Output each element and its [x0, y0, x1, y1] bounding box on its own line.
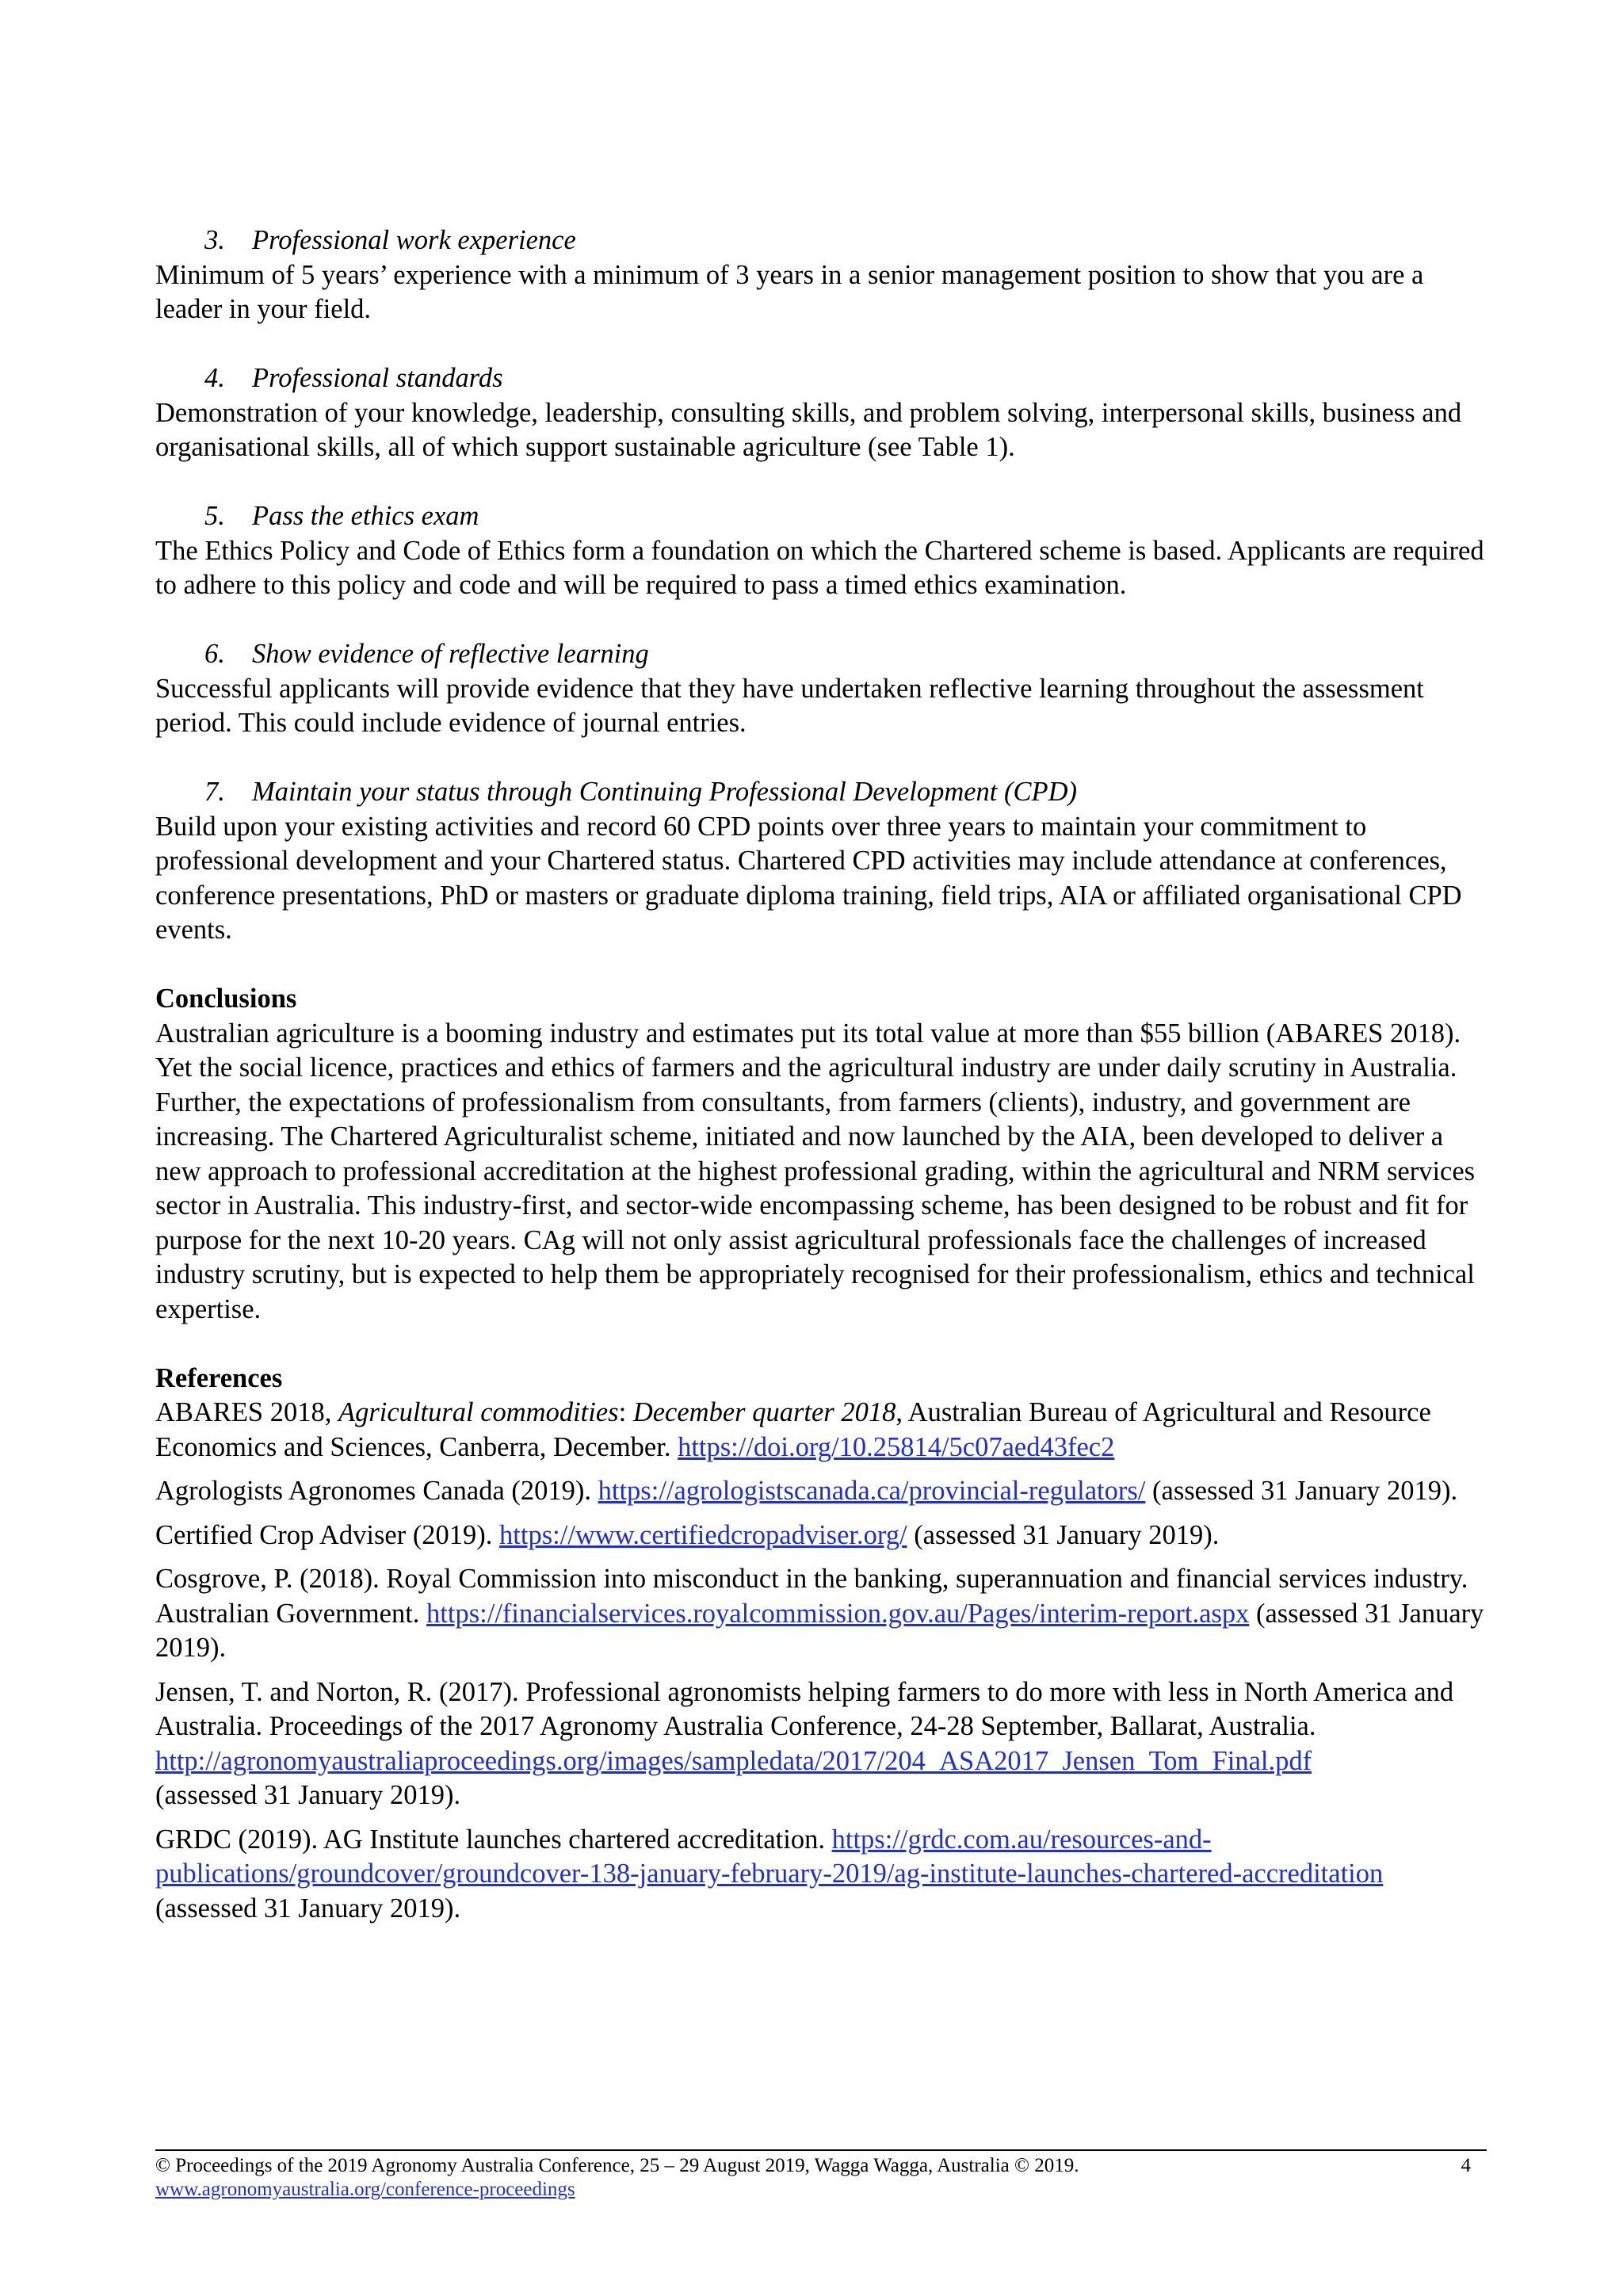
section-text: Build upon your existing activities and record 60 CPD points over three years to maintain your commitment to professional development and your Chartered status. Chartered CPD activities may include attendance at conferences, conference presentations, PhD or masters or graduate diploma training, field trips, AIA or affiliated organisational CPD events.	[155, 811, 1462, 945]
reference-item: Certified Crop Adviser (2019). https://www.certifiedcropadviser.org/ (assessed 31 January 2019).	[155, 1519, 1220, 1550]
page-number: 4	[1461, 2155, 1471, 2176]
section-heading	[155, 223, 1487, 258]
reference-link[interactable]: http://agronomyaustraliaproceedings.org/images/sampledata/2017/204_ASA2017_Jensen_Tom_Final.pdf	[155, 1745, 1312, 1776]
footer-copyright: © Proceedings of the 2019 Agronomy Australia Conference, 25 – 29 August 2019, Wagga Wagga, Australia © 2019.	[155, 2155, 1079, 2176]
reference-link[interactable]: https://financialservices.royalcommission.gov.au/Pages/interim-report.aspx	[426, 1598, 1250, 1629]
section-heading	[155, 499, 1487, 534]
conclusions-heading: Conclusions	[155, 984, 297, 1014]
reference-item: GRDC (2019). AG Institute launches chartered accreditation. https://grdc.com.au/resources-and-publications/groundcover/groundcover-138-january-february-2019/ag-institute-launches-chartered-accreditation (assessed 31 January 2019).	[155, 1824, 1384, 1924]
section-title: Professional work experience	[252, 225, 576, 255]
section-number: 5.	[204, 501, 225, 531]
section-number: 3.	[204, 225, 225, 255]
reference-item: Jensen, T. and Norton, R. (2017). Professional agronomists helping farmers to do more with less in North America and Australia. Proceedings of the 2017 Agronomy Australia Conference, 24-28 September, Ballarat, Australia. http://agronomyaustraliaproceedings.org/images/sampledata/2017/204_ASA2017_Jensen_Tom_Final.pdf (assessed 31 January 2019).	[155, 1676, 1454, 1810]
section-number: 6.	[204, 639, 225, 669]
section-number: 4.	[204, 363, 225, 393]
reference-link[interactable]: https://doi.org/10.25814/5c07aed43fec2	[678, 1431, 1115, 1462]
reference-item: ABARES 2018, Agricultural commodities: December quarter 2018, Australian Bureau of Agricultural and Resource Economics and Sciences, Canberra, December. https://doi.org/10.25814/5c07aed43fec2	[155, 1397, 1431, 1462]
section-heading	[155, 361, 1487, 396]
page-content	[155, 223, 1487, 1935]
section-text: Successful applicants will provide evidence that they have undertaken reflective learning throughout the assessment period. This could include evidence of journal entries.	[155, 673, 1424, 738]
section-heading	[155, 637, 1487, 672]
section-heading	[155, 775, 1487, 810]
section-title: Professional standards	[252, 363, 503, 393]
page-footer	[155, 2154, 1487, 2202]
reference-link[interactable]: https://www.certifiedcropadviser.org/	[499, 1519, 907, 1550]
reference-item: Agrologists Agronomes Canada (2019). https://agrologistscanada.ca/provincial-regulators/ (assessed 31 January 2019).	[155, 1476, 1458, 1506]
references-heading: References	[155, 1362, 283, 1393]
section-title: Pass the ethics exam	[252, 501, 479, 531]
section-text: The Ethics Policy and Code of Ethics form a foundation on which the Chartered scheme is based. Applicants are required to adhere to this policy and code and will be required to pass a timed ethics examination.	[155, 535, 1484, 600]
section-text: Minimum of 5 years’ experience with a minimum of 3 years in a senior management position to show that you are a leader in your field.	[155, 259, 1424, 324]
reference-link[interactable]: https://grdc.com.au/resources-and-publications/groundcover/groundcover-138-january-february-2019/ag-institute-launches-chartered-accreditation	[155, 1824, 1384, 1889]
section-title: Maintain your status through Continuing Professional Development (CPD)	[252, 777, 1077, 807]
footer-link[interactable]: www.agronomyaustralia.org/conference-proceedings	[155, 2179, 575, 2200]
conclusions-text: Australian agriculture is a booming industry and estimates put its total value at more than $55 billion (ABARES 2018). Yet the social licence, practices and ethics of farmers and the agricultural industry are under daily scrutiny in Australia. Further, the expectations of professionalism from consultants, from farmers (clients), industry, and government are increasing. The Chartered Agriculturalist scheme, initiated and now launched by the AIA, been developed to deliver a new approach to professional accreditation at the highest professional grading, within the agricultural and NRM services sector in Australia. This industry-first, and sector-wide encompassing scheme, has been designed to be robust and fit for purpose for the next 10-20 years. CAg will not only assist agricultural professionals face the challenges of increased industry scrutiny, but is expected to help them be appropriately recognised for their professionalism, ethics and technical expertise.	[155, 1018, 1476, 1324]
section-title: Show evidence of reflective learning	[252, 639, 649, 669]
section-text: Demonstration of your knowledge, leadership, consulting skills, and problem solving, interpersonal skills, business and organisational skills, all of which support sustainable agriculture (see Table 1).	[155, 397, 1462, 462]
reference-link[interactable]: https://agrologistscanada.ca/provincial-regulators/	[598, 1476, 1146, 1506]
reference-item: Cosgrove, P. (2018). Royal Commission into misconduct in the banking, superannuation and financial services industry. Australian Government. https://financialservices.royalcommission.gov.au/Pages/interim-report.aspx (assessed 31 January 2019).	[155, 1564, 1484, 1663]
footer-divider	[155, 2149, 1487, 2151]
section-number: 7.	[204, 777, 225, 807]
